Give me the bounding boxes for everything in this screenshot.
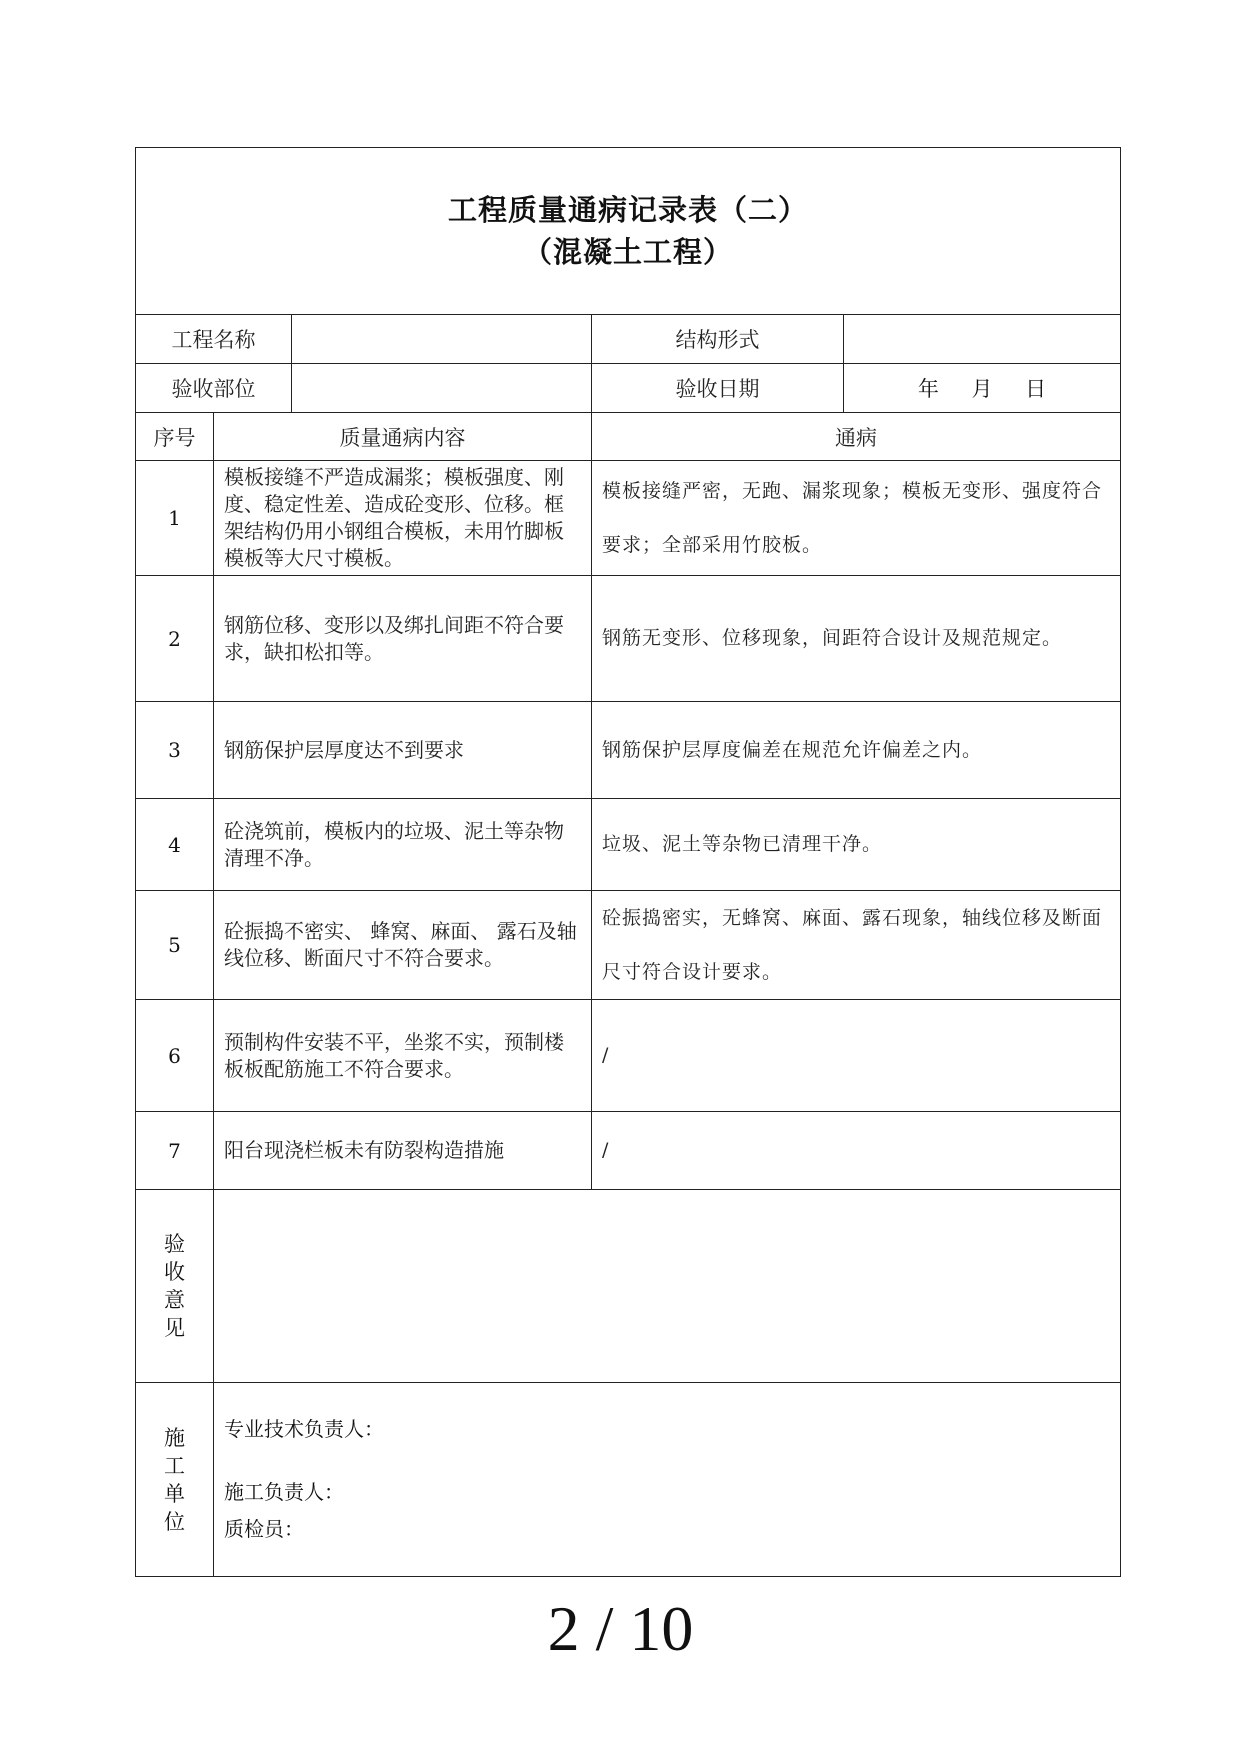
defect-record-form [135,147,1121,1577]
row-number: 1 [136,461,214,576]
defect-result: / [592,1000,1121,1112]
technical-lead-label: 专业技术负责人： [224,1417,384,1441]
defect-result: 垃圾、泥土等杂物已清理干净。 [592,799,1121,891]
form-title: 工程质量通病记录表（二） [447,193,808,227]
inspection-date-label: 验收日期 [592,364,844,413]
inspection-date-field[interactable]: 年 月 日 [844,364,1121,413]
defect-result: 模板接缝严密，无跑、漏浆现象；模板无变形、强度符合要求；全部采用竹胶板。 [592,461,1121,576]
row-number: 7 [136,1112,214,1190]
project-name-field[interactable] [292,315,592,364]
column-header-common-defect: 通病 [592,413,1121,461]
defect-description: 预制构件安装不平，坐浆不实，预制楼板板配筋施工不符合要求。 [214,1000,592,1112]
construction-lead-label: 施工负责人： [224,1480,344,1504]
table-row [136,702,1121,799]
table-row [136,891,1121,1000]
inspection-location-label: 验收部位 [136,364,292,413]
table-row [136,461,1121,576]
defect-result: 钢筋无变形、位移现象，间距符合设计及规范规定。 [592,576,1121,702]
row-number: 3 [136,702,214,799]
column-header-number: 序号 [136,413,214,461]
table-row [136,576,1121,702]
defect-result: 钢筋保护层厚度偏差在规范允许偏差之内。 [592,702,1121,799]
acceptance-opinion-field[interactable] [214,1190,1121,1383]
column-header-defect-content: 质量通病内容 [214,413,592,461]
row-number: 2 [136,576,214,702]
defect-result: 砼振捣密实，无蜂窝、麻面、露石现象，轴线位移及断面尺寸符合设计要求。 [592,891,1121,1000]
defect-result: / [592,1112,1121,1190]
structure-type-field[interactable] [844,315,1121,364]
form-subtitle: （混凝土工程） [522,235,733,269]
defect-description: 模板接缝不严造成漏浆；模板强度、刚度、稳定性差、造成砼变形、位移。框架结构仍用小钢组合模板，未用竹脚板模板等大尺寸模板。 [214,461,592,576]
defect-description: 钢筋保护层厚度达不到要求 [214,702,592,799]
construction-unit-label: 施 工 单 位 [136,1383,214,1577]
form-title-cell [136,148,1121,315]
structure-type-label: 结构形式 [592,315,844,364]
project-name-label: 工程名称 [136,315,292,364]
page-number: 2 / 10 [547,1593,694,1664]
construction-unit-signatures [214,1383,1121,1577]
table-row [136,1000,1121,1112]
row-number: 6 [136,1000,214,1112]
defect-description: 钢筋位移、变形以及绑扎间距不符合要求，缺扣松扣等。 [214,576,592,702]
quality-inspector-label: 质检员： [224,1517,304,1541]
defect-description: 阳台现浇栏板未有防裂构造措施 [214,1112,592,1190]
row-number: 4 [136,799,214,891]
defect-description: 砼振捣不密实、 蜂窝、麻面、 露石及轴线位移、断面尺寸不符合要求。 [214,891,592,1000]
row-number: 5 [136,891,214,1000]
inspection-location-field[interactable] [292,364,592,413]
table-row [136,1112,1121,1190]
defect-description: 砼浇筑前，模板内的垃圾、泥土等杂物清理不净。 [214,799,592,891]
acceptance-opinion-label: 验 收 意 见 [136,1190,214,1383]
table-row [136,799,1121,891]
